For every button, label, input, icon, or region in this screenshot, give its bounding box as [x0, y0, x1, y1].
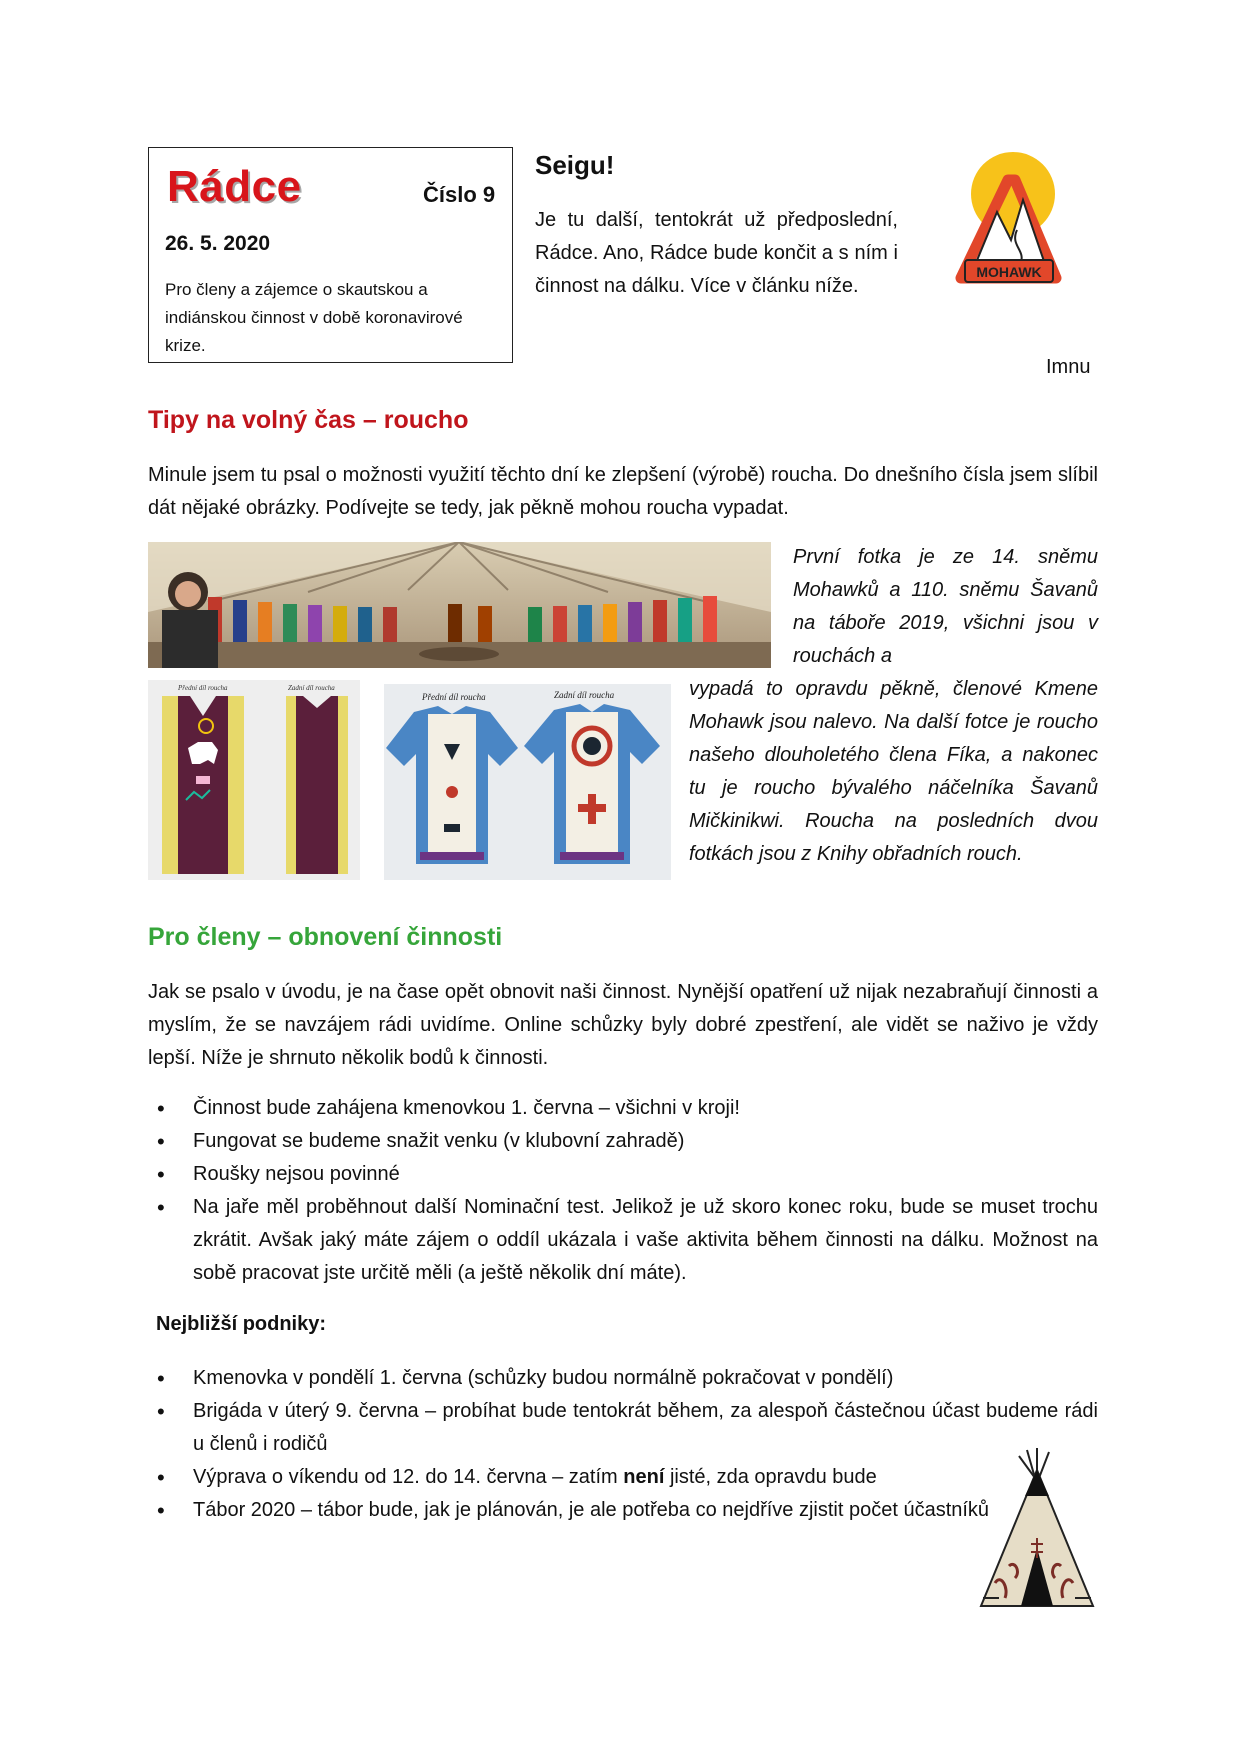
event-text-bold: není	[623, 1466, 665, 1488]
photo-tipi-gathering	[148, 542, 771, 668]
greeting-title: Seigu!	[535, 150, 615, 180]
photo-robe-mickinikwi	[384, 684, 671, 880]
issue-number: Číslo 9	[423, 182, 496, 207]
event-text-post: jisté, zda opravdu bude	[664, 1466, 877, 1488]
list-item: • Roušky nejsou povinné	[148, 1158, 1098, 1191]
robe-fik-back-label: Zadní díl roucha	[288, 684, 335, 692]
section-heading-members: Pro členy – obnovení činnosti	[148, 923, 503, 951]
tips-paragraph: Minule jsem tu psal o možnosti využití těchto dní ke zlepšení (výrobě) roucha. Do dnešního čísla jsem slíbil dát nějaké obrázky. Podívejte se tedy, jak pěkně mohou roucha vypadat.	[148, 464, 1098, 519]
robe-mickinikwi-front-label: Přední díl roucha	[422, 692, 486, 702]
events-heading: Nejbližší podniky:	[156, 1313, 327, 1335]
logo-label: MOHAWK	[976, 264, 1042, 280]
list-item	[148, 1461, 1003, 1494]
tipi-icon	[975, 1448, 1099, 1618]
robe-mickinikwi-back-label: Zadní díl roucha	[554, 690, 615, 700]
masthead-box	[148, 147, 513, 363]
greeting-text: Je tu další, tentokrát už předposlední, Rádce. Ano, Rádce bude končit a s ním i činnost na dálku. Více v článku níže.	[535, 209, 898, 297]
photo-robe-mickinikwi-image	[384, 684, 671, 880]
photo-caption-part1: První fotka je ze 14. sněmu Mohawků a 110. sněmu Šavanů na táboře 2019, všichni jsou v rouchách a	[793, 546, 1098, 667]
newsletter-subtitle: Pro členy a zájemce o skautskou a indiánskou činnost v době koronavirové krize.	[165, 280, 463, 355]
list-item: • Kmenovka v pondělí 1. června (schůzky budou normálně pokračovat v pondělí)	[148, 1362, 1098, 1395]
photo-robe-fik	[148, 680, 360, 880]
photo-tipi-gathering-image	[148, 542, 771, 668]
event-text-pre: Výprava o víkendu od 12. do 14. června – zatím	[193, 1466, 624, 1488]
list-item: • Na jaře měl proběhnout další Nominační test. Jelikož je už skoro konec roku, bude se muset trochu zkrátit. Avšak jaký máte zájem o oddíl ukázala i vaše aktivita během činnosti na dálku. Možnost na sobě pracovat jste určitě měli (a ještě několik dní máte).	[148, 1191, 1098, 1290]
newsletter-title: Rádce	[167, 162, 302, 211]
robe-fik-front-label: Přední díl roucha	[178, 684, 228, 692]
list-item: • Brigáda v úterý 9. června – probíhat bude tentokrát během, za alespoň částečnou účast budeme rádi u členů i rodičů	[148, 1395, 1098, 1461]
photo-caption-part2: vypadá to opravdu pěkně, členové Kmene Mohawk jsou nalevo. Na další fotce je roucho našeho dlouholetého člena Fíka, a nakonec tu je roucho bývalého náčelníka Šavanů Mičkinikwi. Roucha na posledních dvou fotkách jsou z Knihy obřadních rouch.	[689, 678, 1098, 865]
author-signature: Imnu	[1046, 356, 1091, 378]
list-item: • Fungovat se budeme snažit venku (v klubovní zahradě)	[148, 1125, 1098, 1158]
photo-robe-fik-image	[148, 680, 360, 880]
members-paragraph: Jak se psalo v úvodu, je na čase opět obnovit naši činnost. Nynější opatření už nijak nezabraňují činnosti a myslím, že se navzájem rádi uvidíme. Online schůzky byly dobré zpestření, ale vidět se naživo je vždy lepší. Níže je shrnuto několik bodů k činnosti.	[148, 981, 1098, 1069]
section-heading-tips: Tipy na volný čas – roucho	[148, 406, 469, 434]
issue-date: 26. 5. 2020	[165, 232, 271, 255]
list-item: • Činnost bude zahájena kmenovkou 1. června – všichni v kroji!	[148, 1092, 1098, 1125]
upcoming-events-list	[148, 1362, 1098, 1527]
mohawk-logo	[955, 150, 1062, 300]
activity-bullets	[148, 1092, 1098, 1290]
list-item: • Tábor 2020 – tábor bude, jak je plánován, je ale potřeba co nejdříve zjistit počet účastníků	[148, 1494, 1003, 1527]
